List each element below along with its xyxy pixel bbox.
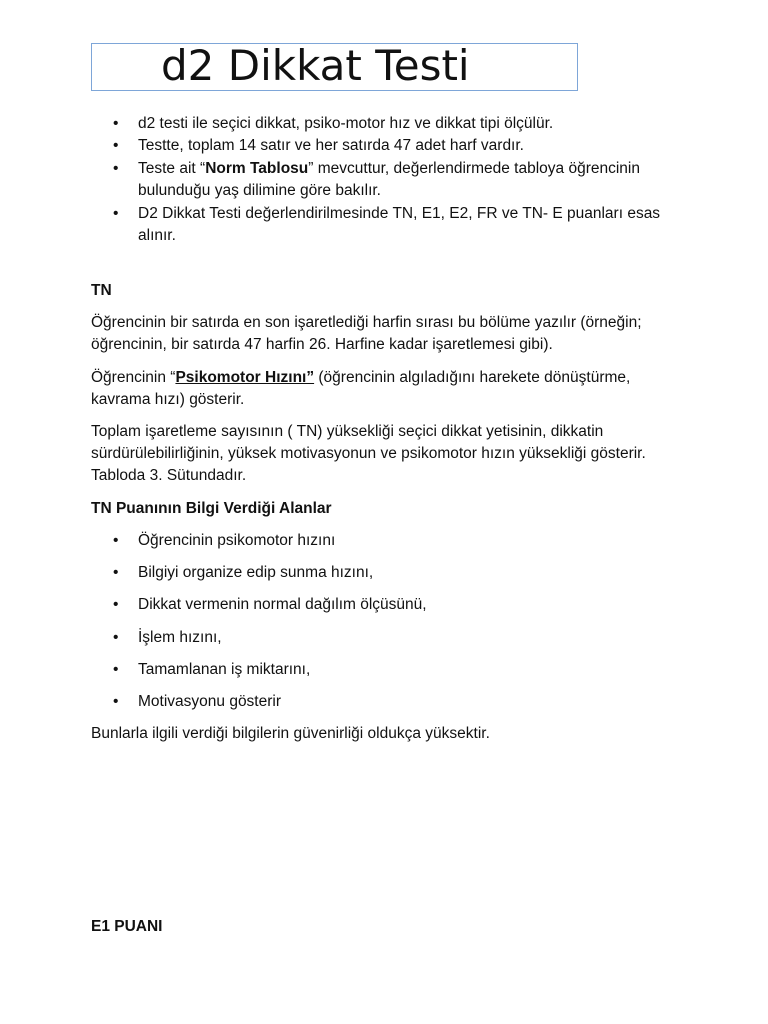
title-box bbox=[91, 43, 578, 91]
tn-bullet-1-text: Öğrencinin psikomotor hızını bbox=[138, 532, 336, 549]
tn-paragraph-3: Toplam işaretleme sayısının ( TN) yüksekliği seçici dikkat yetisinin, dikkatin sürdürülebilirliğinin, yüksek motivasyonun ve psikomotor hızın yüksekliği gösterir. Tabloda 3. Sütundadır. bbox=[91, 423, 646, 484]
intro-bullet-3 bbox=[91, 158, 691, 203]
norm-table-bold: Norm Tablosu bbox=[205, 159, 309, 177]
tn-heading: TN bbox=[91, 282, 112, 299]
tn-bullet-4-text: İşlem hızını, bbox=[138, 628, 222, 646]
tn-bullet-5-text: Tamamlanan iş miktarını, bbox=[138, 660, 311, 678]
intro-bullet-list bbox=[91, 113, 691, 247]
tn-conclusion: Bunlarla ilgili verdiği bilgilerin güvenirliği oldukça yüksektir. bbox=[91, 725, 490, 742]
tn-bullet-list bbox=[91, 530, 681, 723]
intro-bullet-1-text: d2 testi ile seçici dikkat, psiko-motor hız ve dikkat tipi ölçülür. bbox=[138, 115, 554, 132]
intro-bullet-2-text: Testte, toplam 14 satır ve her satırda 47 adet harf vardır. bbox=[138, 137, 524, 155]
tn-paragraph-1: Öğrencinin bir satırda en son işaretlediği harfin sırası bu bölüme yazılır (örneğin; öğrencinin, bir satırda 47 harfin 26. Harfine kadar işaretlemesi gibi). bbox=[91, 314, 642, 353]
intro-bullet-3-post: ” mevcuttur, değerlendirmede tabloya öğrencinin bulunduğu yaş dilimine göre bakılır. bbox=[138, 159, 640, 200]
tn-bullet-5 bbox=[91, 659, 681, 691]
e1-heading: E1 PUANI bbox=[91, 918, 163, 935]
tn-bullet-2-text: Bilgiyi organize edip sunma hızını, bbox=[138, 564, 374, 582]
tn-bullet-4 bbox=[91, 627, 681, 659]
tn-paragraph-2 bbox=[91, 367, 681, 411]
tn-bullet-2 bbox=[91, 562, 681, 594]
tn-subheading: TN Puanının Bilgi Verdiği Alanlar bbox=[91, 500, 332, 517]
tn-bullet-1 bbox=[91, 530, 681, 562]
page-title: d2 Dikkat Testi bbox=[161, 41, 470, 90]
tn-paragraph-2-pre: Öğrencinin “ bbox=[91, 369, 176, 386]
tn-bullet-6-text: Motivasyonu gösterir bbox=[138, 692, 282, 710]
intro-bullet-4-text: D2 Dikkat Testi değerlendirilmesinde TN, E1, E2, FR ve TN- E puanları esas alınır. bbox=[138, 204, 661, 245]
intro-bullet-1 bbox=[91, 113, 691, 135]
tn-bullet-6 bbox=[91, 691, 681, 723]
tn-paragraph-2-post: (öğrencinin algıladığını harekete dönüştürme, kavrama hızı) gösterir. bbox=[91, 369, 631, 408]
tn-bullet-3 bbox=[91, 594, 681, 626]
tn-bullet-3-text: Dikkat vermenin normal dağılım ölçüsünü, bbox=[138, 596, 427, 614]
psikomotor-hizi-underlined: Psikomotor Hızını” bbox=[175, 369, 315, 386]
intro-bullet-4 bbox=[91, 203, 691, 248]
intro-bullet-3-pre: Teste ait “ bbox=[138, 159, 206, 177]
intro-bullet-2 bbox=[91, 135, 691, 157]
